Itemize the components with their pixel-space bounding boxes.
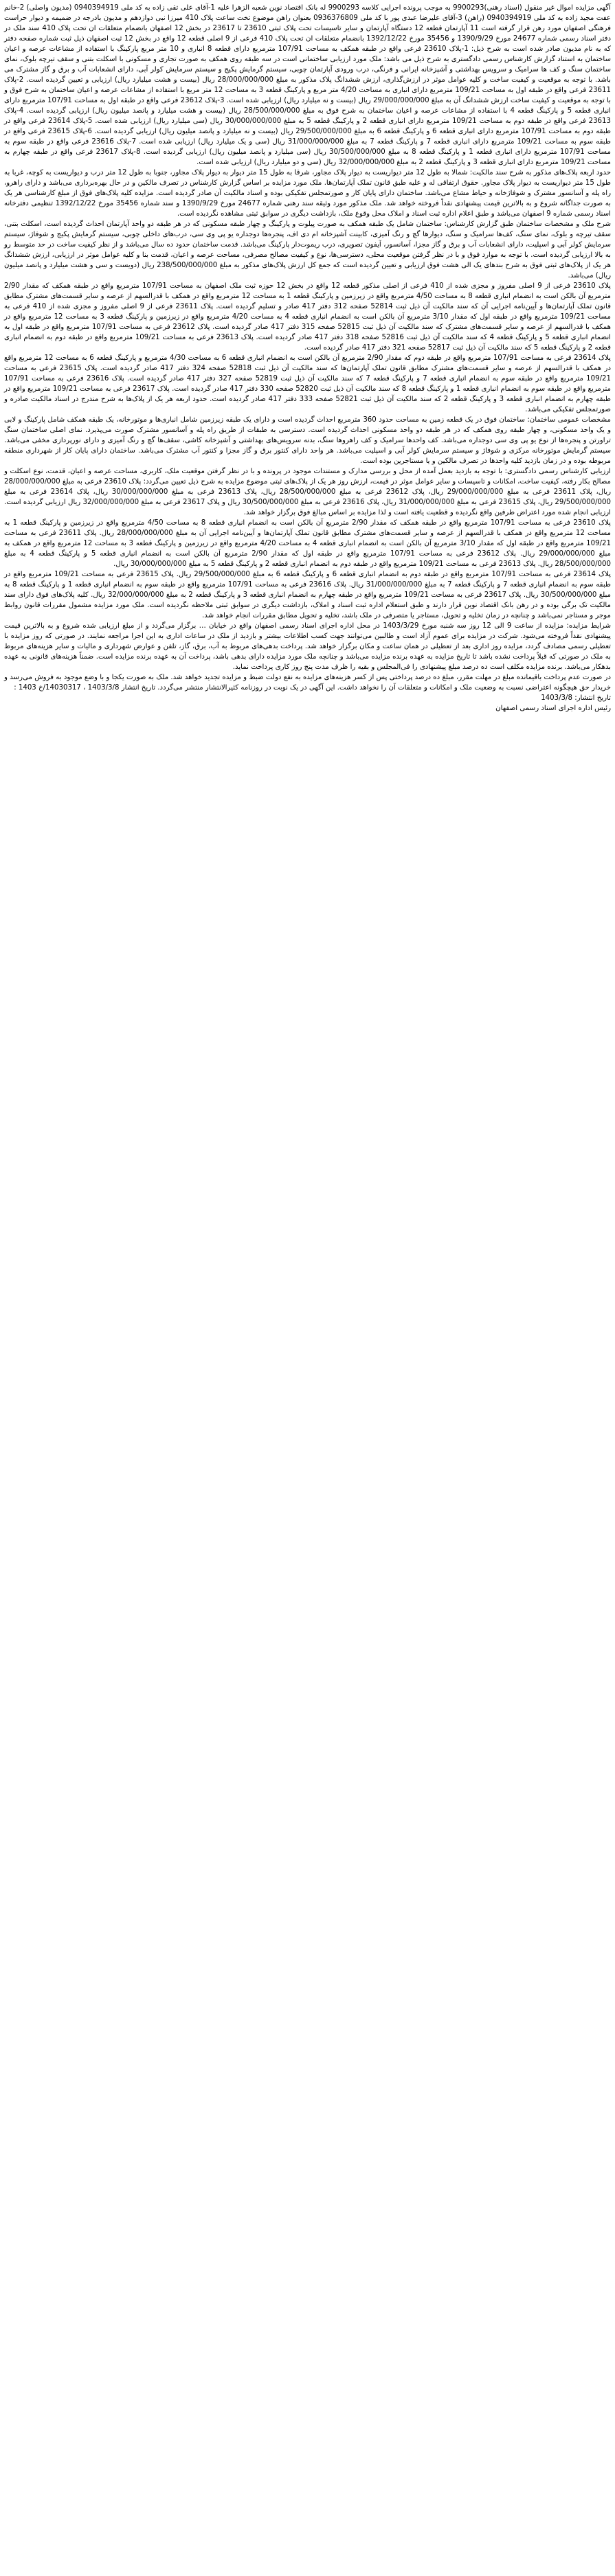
notice-paragraph: شرایط مزایده: مزایده از ساعت 9 الی 12 روز سه شنبه مورخ 1403/3/29 در محل اداره اجرای اسناد رسمی اصفهان واقع در خیابان … برگزار می‌گردد و از مبلغ ارزیابی شده شروع و به بالاترین قیمت پیشنهادی نقداً فروخته می‌شود. شرکت در مزایده برای عموم آزاد است و طالبین می‌توانند جهت کسب اطلاعات بیشتر و بازدید از ملک در ساعات اداری به این اجرا مراجعه نمایند. در صورتی که روز مزایده با تعطیلی رسمی مصادف گردد، مزایده روز اداری بعد از تعطیلی در همان ساعت و مکان برگزار خواهد شد. پرداخت بدهی‌های مربوط به آب، برق، گاز، تلفن و عوارض شهرداری و مالیات و سایر هزینه‌های مربوط به ملک در صورتی که قبلاً پرداخت نشده باشد تا تاریخ مزایده به عهده برنده مزایده می‌باشد و چنانچه ملک مورد مزایده دارای بدهی باشد، پرداخت آن به عهده برنده مزایده است. ضمناً هزینه‌های قانونی به عهده بدهکار می‌باشد. برنده مزایده مکلف است ده درصد مبلغ پیشنهادی را فی‌المجلس و بقیه را ظرف مدت پنج روز کاری پرداخت نماید. (4, 622, 612, 671)
notice-paragraph: پلاک 23614 فرعی به مساحت 107/91 مترمربع واقع در طبقه دوم که مقدار 2/90 مترمربع آن بالکن است به انضمام انباری قطعه 6 به مساحت 4/30 مترمربع و پارکینگ قطعه 6 به مساحت 12 مترمربع واقع در همکف با قدرالسهم از عرصه و سایر قسمت‌های مشترک مطابق قانون تملک آپارتمان‌ها که سند مالکیت آن ذیل ثبت 52818 صفحه 324 دفتر 417 صادر گردیده است. پلاک 23615 فرعی به مساحت 109/21 مترمربع واقع در طبقه سوم به انضمام انباری قطعه 7 و پارکینگ قطعه 7 که سند مالکیت آن ذیل ثبت 52819 صفحه 327 دفتر 417 صادر گردیده است. پلاک 23616 فرعی به مساحت 107/91 مترمربع واقع در طبقه سوم به انضمام انباری قطعه 1 و پارکینگ قطعه 8 که سند مالکیت آن ذیل ثبت 52820 صفحه 330 دفتر 417 صادر گردیده است. پلاک 23617 فرعی به مساحت 109/21 مترمربع واقع در طبقه چهارم به انضمام انباری قطعه 3 و پارکینگ قطعه 2 که سند مالکیت آن ذیل ثبت 52821 صفحه 333 دفتر 417 صادر گردیده است. حدود اربعه هر یک از پلاک‌ها به شرح مندرج در اسناد مالکیت صادره و صورتمجلس تفکیکی می‌باشد. (4, 354, 612, 413)
notice-paragraph: حدود اربعه پلاک‌های مذکور به شرح سند مالکیت: شمالا به طول 12 متر دیواریست به دیوار پلاک مجاور، شرقا به طول 15 متر دیوار به دیوار پلاک مجاور، جنوبا به طول 12 متر درب و دیواریست به کوچه، غربا به طول 15 متر دیواریست به دیوار پلاک مجاور. حقوق ارتفاقی له و علیه طبق قانون تملک آپارتمان‌ها. ملک مورد مزایده بر اساس گزارش کارشناس در تصرف مالکین و در حال بهره‌برداری می‌باشد و دارای راهرو، راه پله و آسانسور مشترک و شوفاژخانه و حیاط مشاع می‌باشد. ساختمان دارای پایان کار و صورتمجلس تفکیکی بوده و اسناد مالکیت آن صادر گردیده است. مزایده کلیه پلاک‌های فوق از مبلغ کارشناسی هر یک به صورت جداگانه شروع و به بالاترین قیمت پیشنهادی نقداً فروخته خواهد شد. ملک مذکور مورد وثیقه سند رهنی شماره 24677 مورخ 1390/9/29 و سند شماره 35456 مورخ 1392/12/22 تنظیمی دفترخانه اسناد رسمی شماره 9 اصفهان می‌باشد و طبق اعلام اداره ثبت اسناد و املاک محل وقوع ملک، بازداشت دیگری در سوابق ثبتی مشاهده نگردیده است. (4, 169, 612, 218)
publish-date-line: تاریخ انتشار: 1403/3/8 (541, 694, 611, 702)
notice-paragraph: آگهی مزایده اموال غیر منقول (اسناد رهنی)9900293 به موجب پرونده اجرایی کلاسه 9900293 له بانک اقتصاد نوین شعبه الزهرا علیه 1-آقای علی تقی زاده به کد ملی 0940394919 (مدیون واصلی) 2-خانم عفت مجید زاده به کد ملی 0940394919 (راهن) 3-آقای علیرضا عبدی پور با کد ملی 0936376809 بعنوان راهن موضوع تخت ساعت پلاک 410 میرزا نبی دوازدهم و مدیون بادرجه در ضمیمه و دیوار حراست فرهنگی اصفهان مورد رهن قرار گرفته است 11 آپارتمان قطعه 12 دستگاه آپارتمان و سایر تاسیسات تحت پلاک ثبتی 23610 تا 23617 در بخش 12 اصفهان بانضمام متعلقات ان تحت پلاک 410 سند ملک در دفتر اسناد رسمی شماره 24677 مورخ 1390/9/29 و 35456 مورخ 1392/12/22 بانضمام متعلقات ان تحت پلاک 410 فرعی از 9 اصلی قطعه 12 واقع در بخش 12 ثبت اصفهان ذیل ثبت شماره صفحه دفتر که به نام مدیون صادر شده است به شرح ذیل: 1-پلاک 23610 فرعی واقع در طبقه همکف به مساحت 107/91 مترمربع دارای قطعه 8 انباری و 10 متر مربع پارکینگ با استفاده از مشاعات عرصه و اعیان ساختمان به استناد گزارش کارشناس رسمی دادگستری به شرح ذیل می باشد: ملک مورد ارزیابی ساختمانی است در سه طبقه روی همکف به صورت تجاری و مسکونی با اسکلت بتنی و سقف تیرچه بلوک، نمای ساختمان سنگ و کف ها سرامیک و سرویس بهداشتی و آشپزخانه ایرانی و فرنگی، درب ورودی آپارتمان چوبی، سیستم گرمایش پکیج و سیستم سرمایش کولر آبی، دارای انشعابات آب و برق و گاز مشترک می باشد. با توجه به موقعیت و کیفیت ساخت و کلیه عوامل موثر در ارزش‌گذاری، ارزش ششدانگ پلاک مذکور به مبلغ 28/000/000/000 ریال (بیست و هشت میلیارد ریال) ارزیابی و تعیین گردیده است. 2-پلاک 23611 فرعی واقع در طبقه اول به مساحت 109/21 مترمربع دارای انباری به مساحت 4/20 متر مربع و پارکینگ قطعه 3 به مساحت 12 متر مربع با استفاده از مشاعات عرصه و اعیان ساختمان به شرح فوق و با توجه به موقعیت و کیفیت ساخت ارزش ششدانگ آن به مبلغ 29/000/000/000 ریال (بیست و نه میلیارد ریال) ارزیابی شده است. 3-پلاک 23612 فرعی واقع در طبقه اول به مساحت 107/91 مترمربع دارای انباری قطعه 5 و پارکینگ قطعه 4 با استفاده از مشاعات عرصه و اعیان ساختمان به شرح فوق به مبلغ 28/500/000/000 ریال (بیست و هشت میلیارد و پانصد میلیون ریال) ارزیابی گردیده است. 4-پلاک 23613 فرعی واقع در طبقه دوم به مساحت 109/21 مترمربع دارای انباری قطعه 2 و پارکینگ قطعه 5 به مبلغ 30/000/000/000 ریال (سی میلیارد ریال) ارزیابی شده است. 5-پلاک 23614 فرعی واقع در طبقه دوم به مساحت 107/91 مترمربع دارای انباری قطعه 6 و پارکینگ قطعه 6 به مبلغ 29/500/000/000 ریال (بیست و نه میلیارد و پانصد میلیون ریال) ارزیابی گردیده است. 6-پلاک 23615 فرعی واقع در طبقه سوم به مساحت 109/21 مترمربع دارای انباری قطعه 7 و پارکینگ قطعه 7 به مبلغ 31/000/000/000 ریال (سی و یک میلیارد ریال) ارزیابی شده است. 7-پلاک 23616 فرعی واقع در طبقه سوم به مساحت 107/91 مترمربع دارای انباری قطعه 1 و پارکینگ قطعه 8 به مبلغ 30/500/000/000 ریال (سی میلیارد و پانصد میلیون ریال) ارزیابی گردیده است. 8-پلاک 23617 فرعی واقع در طبقه چهارم به مساحت 109/21 مترمربع دارای انباری قطعه 3 و پارکینگ قطعه 2 به مبلغ 32/000/000/000 ریال (سی و دو میلیارد ریال) ارزیابی شده است. (4, 4, 612, 166)
notice-paragraph: پلاک 23614 فرعی به مساحت 107/91 مترمربع واقع در طبقه دوم به انضمام انباری قطعه 6 و پارکینگ قطعه 6 به مبلغ 29/500/000/000 ریال. پلاک 23615 فرعی به مساحت 109/21 مترمربع واقع در طبقه سوم به انضمام انباری قطعه 7 و پارکینگ قطعه 7 به مبلغ 31/000/000/000 ریال. پلاک 23616 فرعی به مساحت 107/91 مترمربع واقع در طبقه سوم به انضمام انباری قطعه 1 و پارکینگ قطعه 8 به مبلغ 30/500/000/000 ریال. پلاک 23617 فرعی به مساحت 109/21 مترمربع واقع در طبقه چهارم به انضمام انباری قطعه 3 و پارکینگ قطعه 2 به مبلغ 32/000/000/000 ریال. کلیه پلاک‌های فوق دارای سند مالکیت تک برگی بوده و در رهن بانک اقتصاد نوین قرار دارند و طبق استعلام اداره ثبت اسناد و املاک، بازداشت دیگری در سوابق ثبتی ملاحظه نگردیده است. ملک مورد مزایده مشمول مقررات قانون روابط موجر و مستاجر نمی‌باشد و چنانچه در زمان تخلیه و تحویل، مستاجر یا متصرفی در ملک باشد، تخلیه و تحویل مطابق مقررات انجام خواهد شد. (4, 571, 612, 619)
notice-paragraph: پلاک 23610 فرعی از 9 اصلی مفروز و مجزی شده از 410 فرعی از اصلی مذکور قطعه 12 واقع در بخش 12 حوزه ثبت ملک اصفهان به مساحت 107/91 مترمربع واقع در طبقه همکف که مقدار 2/90 مترمربع آن بالکن است به انضمام انباری قطعه 8 به مساحت 4/50 مترمربع واقع در زیرزمین و پارکینگ قطعه 1 به مساحت 12 مترمربع واقع در همکف با قدرالسهم از عرصه و سایر قسمت‌های مشترک مطابق قانون تملک آپارتمان‌ها و آیین‌نامه اجرایی آن که سند مالکیت آن ذیل ثبت 52814 صفحه 312 دفتر 417 صادر و تسلیم گردیده است. پلاک 23611 فرعی از 9 اصلی مفروز و مجزی شده از 410 فرعی به مساحت 109/21 مترمربع واقع در طبقه اول که مقدار 3/10 مترمربع آن بالکن است به انضمام انباری قطعه 4 به مساحت 4/20 مترمربع واقع در زیرزمین و پارکینگ قطعه 3 به مساحت 12 مترمربع واقع در همکف با قدرالسهم از عرصه و سایر قسمت‌های مشترک که سند مالکیت آن ذیل ثبت 52815 صفحه 315 دفتر 417 صادر گردیده است. پلاک 23612 فرعی به مساحت 107/91 مترمربع واقع در طبقه اول به انضمام انباری قطعه 5 و پارکینگ قطعه 4 که سند مالکیت آن ذیل ثبت 52816 صفحه 318 دفتر 417 صادر گردیده است. پلاک 23613 فرعی به مساحت 109/21 مترمربع واقع در طبقه دوم به انضمام انباری قطعه 2 و پارکینگ قطعه 5 که سند مالکیت آن ذیل ثبت 52817 صفحه 321 دفتر 417 صادر گردیده است. (4, 282, 611, 352)
notice-paragraph: شرح ملک و مشخصات ساختمان طبق گزارش کارشناس: ساختمان شامل یک طبقه همکف به صورت پیلوت و پارکینگ و چهار طبقه مسکونی که در هر طبقه دو واحد آپارتمان احداث گردیده است، اسکلت بتنی، سقف تیرچه و بلوک، نمای سنگ، کف‌ها سرامیک و سنگ، دیوارها گچ و رنگ آمیزی، کابینت آشپزخانه ام دی اف، پنجره‌ها دوجداره یو پی وی سی، درب‌های داخلی چوبی، سیستم گرمایش پکیج و شوفاژ، سیستم سرمایش کولر آبی و اسپلیت، دارای انشعابات آب و برق و گاز مجزا، آسانسور، آیفون تصویری، درب ریموت‌دار پارکینگ می‌باشد. قدمت ساختمان حدود ده سال می‌باشد و از نظر کیفیت ساخت در حد متوسط رو به بالا ارزیابی گردیده است. با توجه به موارد فوق و با در نظر گرفتن موقعیت محلی، دسترسی‌ها، نوع و کیفیت مصالح مصرفی، مساحت عرصه و اعیان، قدمت بنا و کلیه عوامل موثر در ارزیابی، ارزش ششدانگ هر یک از پلاک‌های ثبتی فوق به شرح بندهای یک الی هشت فوق ارزیابی و تعیین گردیده است که جمع کل ارزش پلاک‌های مذکور به مبلغ 238/500/000/000 ریال (دویست و سی و هشت میلیارد و پانصد میلیون ریال) می‌باشد. (4, 220, 611, 280)
notice-paragraph: پلاک 23610 فرعی به مساحت 107/91 مترمربع واقع در طبقه همکف که مقدار 2/90 مترمربع آن بالکن است به انضمام انباری قطعه 8 به مساحت 4/50 مترمربع واقع در زیرزمین و پارکینگ قطعه 1 به مساحت 12 مترمربع واقع در همکف با قدرالسهم از عرصه و سایر قسمت‌های مشترک مطابق قانون تملک آپارتمان‌ها و آیین‌نامه اجرایی آن به مبلغ 28/000/000/000 ریال. پلاک 23611 فرعی به مساحت 109/21 مترمربع واقع در طبقه اول که مقدار 3/10 مترمربع آن بالکن است به انضمام انباری قطعه 4 به مساحت 4/20 مترمربع واقع در زیرزمین و پارکینگ قطعه 3 به مساحت 12 مترمربع واقع در همکف به مبلغ 29/000/000/000 ریال. پلاک 23612 فرعی به مساحت 107/91 مترمربع واقع در طبقه اول که مقدار 2/90 مترمربع آن بالکن است به انضمام انباری قطعه 5 و پارکینگ قطعه 4 به مبلغ 28/500/000/000 ریال. پلاک 23613 فرعی به مساحت 109/21 مترمربع واقع در طبقه دوم به انضمام انباری قطعه 2 و پارکینگ قطعه 5 به مبلغ 30/000/000/000 ریال. (4, 519, 612, 568)
signature-line: رئیس اداره اجرای اسناد رسمی اصفهان (495, 705, 611, 712)
auction-notice-text (4, 3, 611, 693)
notice-paragraph: مشخصات عمومی ساختمان: ساختمان فوق در یک قطعه زمین به مساحت حدود 360 مترمربع احداث گردیده است و دارای یک طبقه زیرزمین شامل انباری‌ها و موتورخانه، یک طبقه همکف شامل پارکینگ و لابی و یک واحد مسکونی، و چهار طبقه روی همکف که در هر طبقه دو واحد مسکونی احداث گردیده است. دسترسی به طبقات از طریق راه پله و آسانسور مشترک صورت می‌پذیرد. نمای اصلی ساختمان سنگ تراورتن و پنجره‌ها از نوع یو پی وی سی دوجداره می‌باشد. کف واحدها سرامیک و کف راهروها سنگ، بدنه سرویس‌های بهداشتی و آشپزخانه کاشی، سقف‌ها گچ و رنگ آمیزی و دارای نورپردازی مخفی می‌باشد. سیستم گرمایش موتورخانه مرکزی و شوفاژ و سیستم سرمایش کولر آبی و اسپلیت می‌باشد. هر واحد دارای کنتور برق و گاز مجزا و کنتور آب مشترک می‌باشد. ساختمان دارای پایان کار از شهرداری منطقه مربوطه بوده و در زمان بازدید کلیه واحدها در تصرف مالکین و یا مستاجرین بوده است. (4, 416, 611, 465)
notice-paragraph: ارزیابی کارشناس رسمی دادگستری: با توجه به بازدید بعمل آمده از محل و بررسی مدارک و مستندات موجود در پرونده و با در نظر گرفتن موقعیت ملک، کاربری، مساحت عرصه و اعیان، قدمت، نوع اسکلت و مصالح بکار رفته، کیفیت ساخت، امکانات و تاسیسات و سایر عوامل موثر در قیمت، ارزش روز هر یک از پلاک‌های ثبتی موضوع مزایده به شرح ذیل تعیین می‌گردد: پلاک 23610 فرعی به مبلغ 28/000/000/000 ریال، پلاک 23611 فرعی به مبلغ 29/000/000/000 ریال، پلاک 23612 فرعی به مبلغ 28/500/000/000 ریال، پلاک 23613 فرعی به مبلغ 30/000/000/000 ریال، پلاک 23614 فرعی به مبلغ 29/500/000/000 ریال، پلاک 23615 فرعی به مبلغ 31/000/000/000 ریال، پلاک 23616 فرعی به مبلغ 30/500/000/000 ریال و پلاک 23617 فرعی به مبلغ 32/000/000/000 ریال ارزیابی گردیده است. ارزیابی انجام شده مورد اعتراض طرفین واقع نگردیده و قطعیت یافته است و لذا مزایده بر اساس مبالغ فوق برگزار خواهد شد. (4, 468, 612, 516)
notice-paragraph: در صورت عدم پرداخت باقیمانده مبلغ در مهلت مقرر، مبلغ ده درصد پرداختی پس از کسر هزینه‌های مزایده به نفع دولت ضبط و مزایده تجدید خواهد شد. ملک به صورت یکجا و با وضع موجود به فروش می‌رسد و خریدار حق هیچگونه اعتراضی نسبت به وضعیت ملک و امکانات و متعلقات آن را نخواهد داشت. این آگهی در یک نوبت در روزنامه کثیرالانتشار منتشر می‌گردد. تاریخ انتشار 1403/3/8 ، 14030317/خ 1403 : (4, 674, 611, 692)
